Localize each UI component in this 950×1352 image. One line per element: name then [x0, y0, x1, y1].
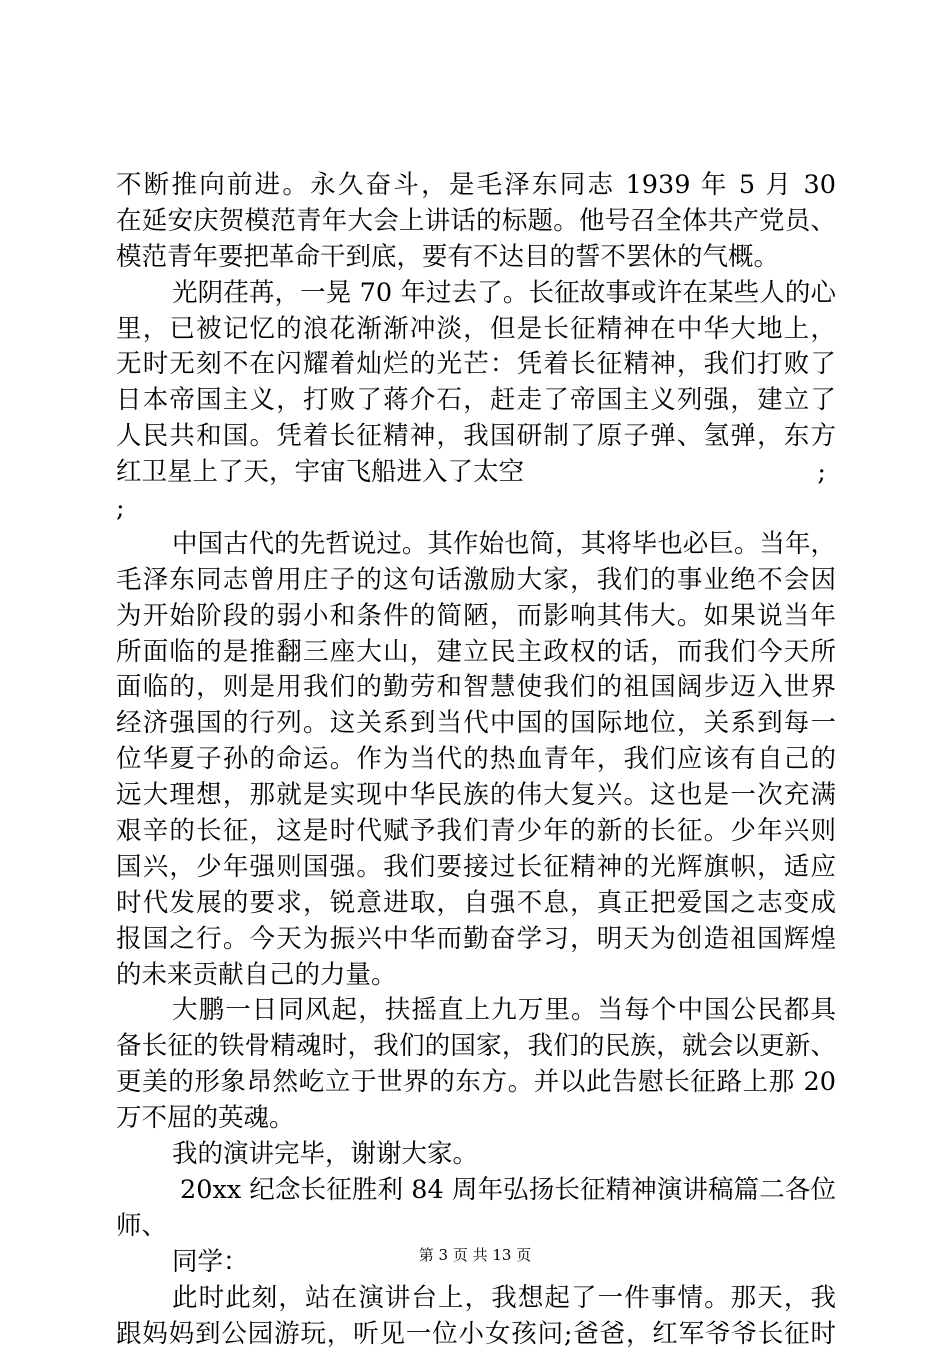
body-line: 面临的，则是用我们的勤劳和智慧使我们的祖国阔步迈入世界	[116, 670, 836, 706]
body-line: 模范青年要把革命干到底，要有不达目的誓不罢休的气概。	[116, 240, 836, 276]
body-line: 报国之行。今天为振兴中华而勤奋学习，明天为创造祖国辉煌	[116, 922, 836, 958]
body-line: 跟妈妈到公园游玩，听见一位小女孩问;爸爸，红军爷爷长征时	[116, 1317, 836, 1352]
body-line: 艰辛的长征，这是时代赋予我们青少年的新的长征。少年兴则	[116, 814, 836, 850]
body-line: 备长征的铁骨精魂时，我们的国家，我们的民族，就会以更新、	[116, 1029, 836, 1065]
section-title-line: 20xx 纪念长征胜利 84 周年弘扬长征精神演讲稿篇二各位	[116, 1173, 836, 1209]
body-line: 远大理想，那就是实现中华民族的伟大复兴。这也是一次充满	[116, 778, 836, 814]
section-title-line-end: 师、	[116, 1209, 836, 1245]
body-line: 更美的形象昂然屹立于世界的东方。并以此告慰长征路上那 20	[116, 1065, 836, 1101]
body-line: 位华夏子孙的命运。作为当代的热血青年，我们应该有自己的	[116, 742, 836, 778]
body-line: 无时无刻不在闪耀着灿烂的光芒：凭着长征精神，我们打败了	[116, 347, 836, 383]
paragraph-start-line: 光阴荏苒，一晃 70 年过去了。长征故事或许在某些人的心	[116, 276, 836, 312]
salutation-line: 同学：	[116, 1245, 836, 1281]
body-line: 经济强国的行列。这关系到当代中国的国际地位，关系到每一	[116, 706, 836, 742]
body-line-text: 红卫星上了天，宇宙飞船进入了太空	[116, 455, 524, 491]
body-line: 为开始阶段的弱小和条件的简陋，而影响其伟大。如果说当年	[116, 599, 836, 635]
body-line: 不断推向前进。永久奋斗，是毛泽东同志 1939 年 5 月 30	[116, 168, 836, 204]
document-body	[116, 168, 836, 1352]
body-line: 人民共和国。凭着长征精神，我国研制了原子弹、氢弹，东方	[116, 419, 836, 455]
trailing-semicolon: ;	[817, 455, 836, 491]
paragraph-start-line: 此时此刻，站在演讲台上，我想起了一件事情。那天，我	[116, 1281, 836, 1317]
body-line: 的未来贡献自己的力量。	[116, 958, 836, 994]
body-line: 时代发展的要求，锐意进取，自强不息，真正把爱国之志变成	[116, 886, 836, 922]
paragraph-start-line: 我的演讲完毕，谢谢大家。	[116, 1137, 836, 1173]
body-line: 在延安庆贺模范青年大会上讲话的标题。他号召全体共产党员、	[116, 204, 836, 240]
paragraph-start-line: 大鹏一日同风起，扶摇直上九万里。当每个中国公民都具	[116, 993, 836, 1029]
body-line: 日本帝国主义，打败了蒋介石，赶走了帝国主义列强，建立了	[116, 383, 836, 419]
body-line: 国兴，少年强则国强。我们要接过长征精神的光辉旗帜，适应	[116, 850, 836, 886]
page-number-footer: 第 3 页 共 13 页	[0, 1245, 950, 1265]
body-line-with-trailing-mark	[116, 455, 836, 491]
body-line: 所面临的是推翻三座大山，建立民主政权的话，而我们今天所	[116, 635, 836, 671]
body-line: 里，已被记忆的浪花渐渐冲淡，但是长征精神在中华大地上，	[116, 312, 836, 348]
paragraph-start-line: 中国古代的先哲说过。其作始也简，其将毕也必巨。当年，	[116, 527, 836, 563]
body-line: 万不屈的英魂。	[116, 1101, 836, 1137]
body-line: 毛泽东同志曾用庄子的这句话激励大家，我们的事业绝不会因	[116, 563, 836, 599]
lone-semicolon-line: ;	[116, 491, 836, 527]
